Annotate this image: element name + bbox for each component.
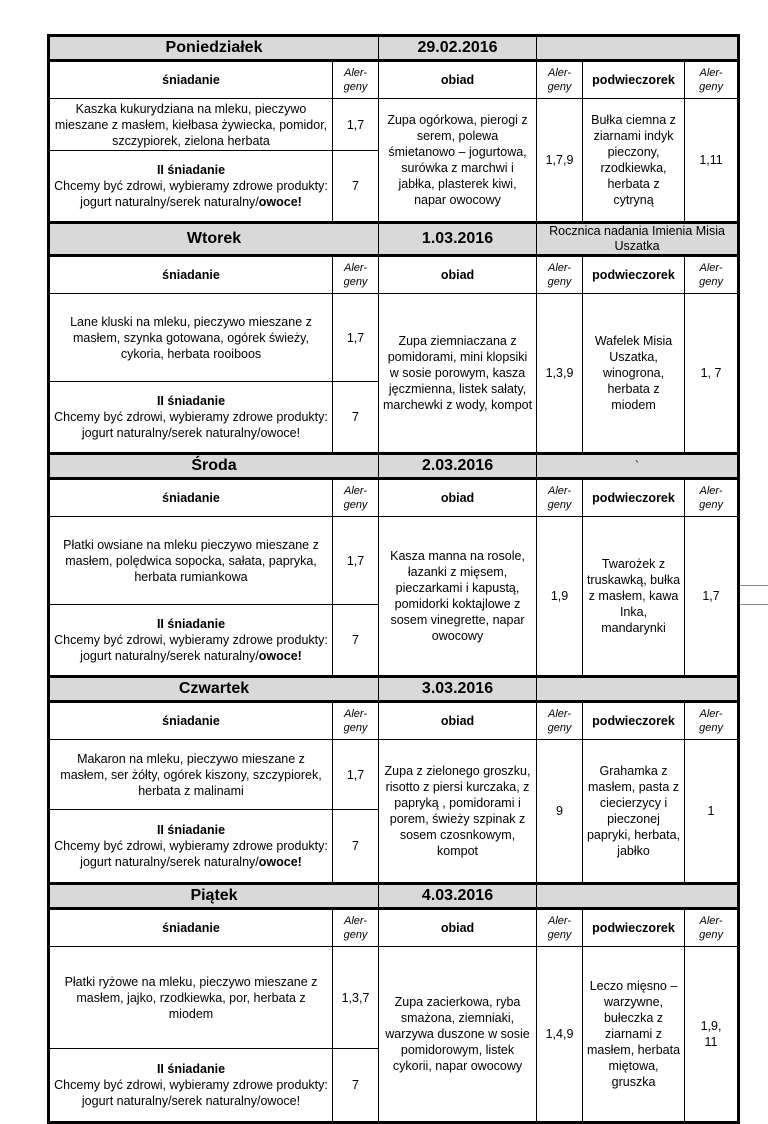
lunch-allergens: 1,4,9 xyxy=(537,947,583,1123)
allergens-header: Aler- geny xyxy=(685,702,739,740)
second-breakfast-label: II śniadanie xyxy=(156,163,226,177)
breakfast-header: śniadanie xyxy=(49,256,333,294)
lunch-header: obiad xyxy=(379,702,537,740)
second-breakfast-highlight: owoce! xyxy=(258,855,302,869)
day-date: 3.03.2016 xyxy=(379,677,537,702)
second-breakfast-text: Chcemy być zdrowi, wybieramy zdrowe produkty: jogurt naturalny/serek naturalny/ xyxy=(54,633,328,663)
snack-cell: Wafelek Misia Uszatka, winogrona, herbata z miodem xyxy=(583,294,685,454)
snack-cell: Leczo mięsno – warzywne, bułeczka z ziarnami z masłem, herbata miętowa, gruszka xyxy=(583,947,685,1123)
allergens-header: Aler- geny xyxy=(333,61,379,99)
second-breakfast-cell xyxy=(49,810,333,884)
second-breakfast-cell xyxy=(49,1049,333,1123)
snack-header: podwieczorek xyxy=(583,61,685,99)
snack-header: podwieczorek xyxy=(583,479,685,517)
lunch-cell: Zupa ziemniaczana z pomidorami, mini klopsiki w sosie porowym, kasza jęczmienna, listek sałaty, marchewki z wody, kompot xyxy=(379,294,537,454)
column-header-row xyxy=(49,479,739,517)
breakfast-cell: Płatki ryżowe na mleku, pieczywo mieszane z masłem, jajko, rzodkiewka, por, herbata z miodem xyxy=(49,947,333,1049)
allergens-header: Aler- geny xyxy=(685,479,739,517)
breakfast-header: śniadanie xyxy=(49,909,333,947)
lunch-cell: Kasza manna na rosole, łazanki z mięsem, pieczarkami i kapustą, pomidorki koktajlowe z sosem vinegrette, napar owocowy xyxy=(379,517,537,677)
meal-row xyxy=(49,947,739,1049)
second-breakfast-label: II śniadanie xyxy=(156,823,226,837)
second-breakfast-allergens: 7 xyxy=(333,382,379,454)
margin-mark xyxy=(740,604,768,605)
breakfast-cell: Płatki owsiane na mleku pieczywo mieszane z masłem, polędwica sopocka, sałata, papryka, herbata rumiankowa xyxy=(49,517,333,605)
allergens-header: Aler- geny xyxy=(685,909,739,947)
allergens-header: Aler- geny xyxy=(537,479,583,517)
breakfast-header: śniadanie xyxy=(49,61,333,99)
meal-row xyxy=(49,517,739,605)
snack-header: podwieczorek xyxy=(583,702,685,740)
meal-row xyxy=(49,294,739,382)
allergens-header: Aler- geny xyxy=(537,256,583,294)
second-breakfast-cell xyxy=(49,151,333,223)
allergens-header: Aler- geny xyxy=(537,61,583,99)
second-breakfast-text: Chcemy być zdrowi, wybieramy zdrowe produkty: jogurt naturalny/serek naturalny/owoce! xyxy=(54,410,328,440)
second-breakfast-text: Chcemy być zdrowi, wybieramy zdrowe produkty: jogurt naturalny/serek naturalny/ xyxy=(54,839,328,869)
lunch-allergens: 1,9 xyxy=(537,517,583,677)
allergens-header: Aler- geny xyxy=(333,702,379,740)
day-header-row xyxy=(49,36,739,61)
day-name: Poniedziałek xyxy=(49,36,379,61)
lunch-header: obiad xyxy=(379,61,537,99)
weekly-menu xyxy=(47,34,737,1124)
snack-cell: Grahamka z masłem, pasta z ciecierzycy i pieczonej papryki, herbata, jabłko xyxy=(583,740,685,884)
menu-table xyxy=(47,34,740,1124)
day-name: Wtorek xyxy=(49,223,379,256)
snack-allergens: 1 xyxy=(685,740,739,884)
second-breakfast-allergens: 7 xyxy=(333,810,379,884)
day-note xyxy=(537,677,739,702)
allergens-header: Aler- geny xyxy=(685,256,739,294)
allergens-header: Aler- geny xyxy=(537,702,583,740)
second-breakfast-allergens: 7 xyxy=(333,605,379,677)
day-date: 4.03.2016 xyxy=(379,884,537,909)
breakfast-allergens: 1,7 xyxy=(333,294,379,382)
snack-header: podwieczorek xyxy=(583,909,685,947)
breakfast-cell: Lane kluski na mleku, pieczywo mieszane z masłem, szynka gotowana, ogórek świeży, cykoria, herbata rooiboos xyxy=(49,294,333,382)
allergens-header: Aler- geny xyxy=(333,256,379,294)
second-breakfast-cell xyxy=(49,605,333,677)
lunch-cell: Zupa ogórkowa, pierogi z serem, polewa śmietanowo – jogurtowa, surówka z marchwi i jabłka, plasterek kiwi, napar owocowy xyxy=(379,99,537,223)
day-name: Czwartek xyxy=(49,677,379,702)
lunch-header: obiad xyxy=(379,256,537,294)
day-date: 2.03.2016 xyxy=(379,454,537,479)
margin-mark xyxy=(740,585,768,586)
breakfast-header: śniadanie xyxy=(49,479,333,517)
breakfast-cell: Makaron na mleku, pieczywo mieszane z masłem, ser żółty, ogórek kiszony, szczypiorek, herbata z malinami xyxy=(49,740,333,810)
lunch-allergens: 9 xyxy=(537,740,583,884)
snack-cell: Twarożek z truskawką, bułka z masłem, kawa Inka, mandarynki xyxy=(583,517,685,677)
day-date: 1.03.2016 xyxy=(379,223,537,256)
meal-row xyxy=(49,740,739,810)
day-header-row xyxy=(49,223,739,256)
snack-allergens: 1,11 xyxy=(685,99,739,223)
second-breakfast-cell xyxy=(49,382,333,454)
snack-allergens: 1,9, 11 xyxy=(685,947,739,1123)
breakfast-header: śniadanie xyxy=(49,702,333,740)
allergens-header: Aler- geny xyxy=(537,909,583,947)
allergens-header: Aler- geny xyxy=(333,479,379,517)
second-breakfast-label: II śniadanie xyxy=(156,1062,226,1076)
second-breakfast-highlight: owoce! xyxy=(258,649,302,663)
day-header-row xyxy=(49,454,739,479)
second-breakfast-allergens: 7 xyxy=(333,1049,379,1123)
day-note xyxy=(537,36,739,61)
second-breakfast-label: II śniadanie xyxy=(156,394,226,408)
second-breakfast-text: Chcemy być zdrowi, wybieramy zdrowe produkty: jogurt naturalny/serek naturalny/ xyxy=(54,179,328,209)
breakfast-allergens: 1,7 xyxy=(333,740,379,810)
column-header-row xyxy=(49,702,739,740)
day-header-row xyxy=(49,884,739,909)
lunch-allergens: 1,7,9 xyxy=(537,99,583,223)
snack-header: podwieczorek xyxy=(583,256,685,294)
snack-allergens: 1,7 xyxy=(685,517,739,677)
snack-allergens: 1, 7 xyxy=(685,294,739,454)
lunch-cell: Zupa z zielonego groszku, risotto z piersi kurczaka, z papryką , pomidorami i porem, świeży szpinak z sosem czosnkowym, kompot xyxy=(379,740,537,884)
breakfast-allergens: 1,7 xyxy=(333,517,379,605)
day-name: Piątek xyxy=(49,884,379,909)
day-header-row xyxy=(49,677,739,702)
meal-row xyxy=(49,99,739,151)
lunch-cell: Zupa zacierkowa, ryba smażona, ziemniaki, warzywa duszone w sosie pomidorowym, listek cykorii, napar owocowy xyxy=(379,947,537,1123)
column-header-row xyxy=(49,61,739,99)
day-date: 29.02.2016 xyxy=(379,36,537,61)
second-breakfast-label: II śniadanie xyxy=(156,617,226,631)
snack-cell: Bułka ciemna z ziarnami indyk pieczony, rzodkiewka, herbata z cytryną xyxy=(583,99,685,223)
day-note xyxy=(537,884,739,909)
second-breakfast-text: Chcemy być zdrowi, wybieramy zdrowe produkty: jogurt naturalny/serek naturalny/owoce! xyxy=(54,1078,328,1108)
allergens-header: Aler- geny xyxy=(685,61,739,99)
lunch-header: obiad xyxy=(379,479,537,517)
column-header-row xyxy=(49,909,739,947)
day-note: ` xyxy=(537,454,739,479)
lunch-header: obiad xyxy=(379,909,537,947)
second-breakfast-highlight: owoce! xyxy=(258,195,302,209)
second-breakfast-allergens: 7 xyxy=(333,151,379,223)
breakfast-cell: Kaszka kukurydziana na mleku, pieczywo mieszane z masłem, kiełbasa żywiecka, pomidor, szczypiorek, zielona herbata xyxy=(49,99,333,151)
column-header-row xyxy=(49,256,739,294)
allergens-header: Aler- geny xyxy=(333,909,379,947)
breakfast-allergens: 1,3,7 xyxy=(333,947,379,1049)
day-note: Rocznica nadania Imienia Misia Uszatka xyxy=(537,223,739,256)
lunch-allergens: 1,3,9 xyxy=(537,294,583,454)
day-name: Środa xyxy=(49,454,379,479)
breakfast-allergens: 1,7 xyxy=(333,99,379,151)
